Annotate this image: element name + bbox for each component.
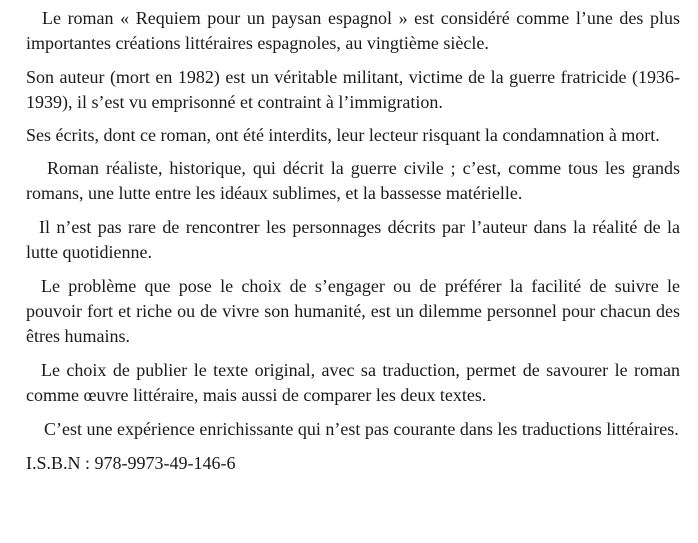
- paragraph-experience: C’est une expérience enrichissante qui n’est pas courante dans les traductions littéraires.: [44, 419, 679, 439]
- paragraph-intro: Le roman « Requiem pour un paysan espagnol » est considéré comme l’une des plus importantes créations littéraires espagnoles, au vingtième siècle.: [26, 8, 680, 53]
- isbn-line: I.S.B.N : 978-9973-49-146-6: [26, 453, 236, 473]
- paragraph-dilemma: Le problème que pose le choix de s’engager ou de préférer la facilité de suivre le pouvoir fort et riche ou de vivre son humanité, est un dilemme personnel pour chacun des êtres humains.: [26, 276, 680, 346]
- book-blurb: [26, 6, 680, 476]
- paragraph-translation: Le choix de publier le texte original, avec sa traduction, permet de savourer le roman comme œuvre littéraire, mais aussi de comparer les deux textes.: [26, 360, 680, 405]
- paragraph-realism: Roman réaliste, historique, qui décrit la guerre civile ; c’est, comme tous les grands romans, une lutte entre les idéaux sublimes, et la bassesse matérielle.: [26, 158, 680, 203]
- paragraph-author: Son auteur (mort en 1982) est un véritable militant, victime de la guerre fratricide (1936-1939), il s’est vu emprisonné et contraint à l’immigration.: [26, 67, 680, 112]
- paragraph-banned: Ses écrits, dont ce roman, ont été interdits, leur lecteur risquant la condamnation à mort.: [26, 125, 660, 145]
- paragraph-characters: Il n’est pas rare de rencontrer les personnages décrits par l’auteur dans la réalité de la lutte quotidienne.: [26, 217, 680, 262]
